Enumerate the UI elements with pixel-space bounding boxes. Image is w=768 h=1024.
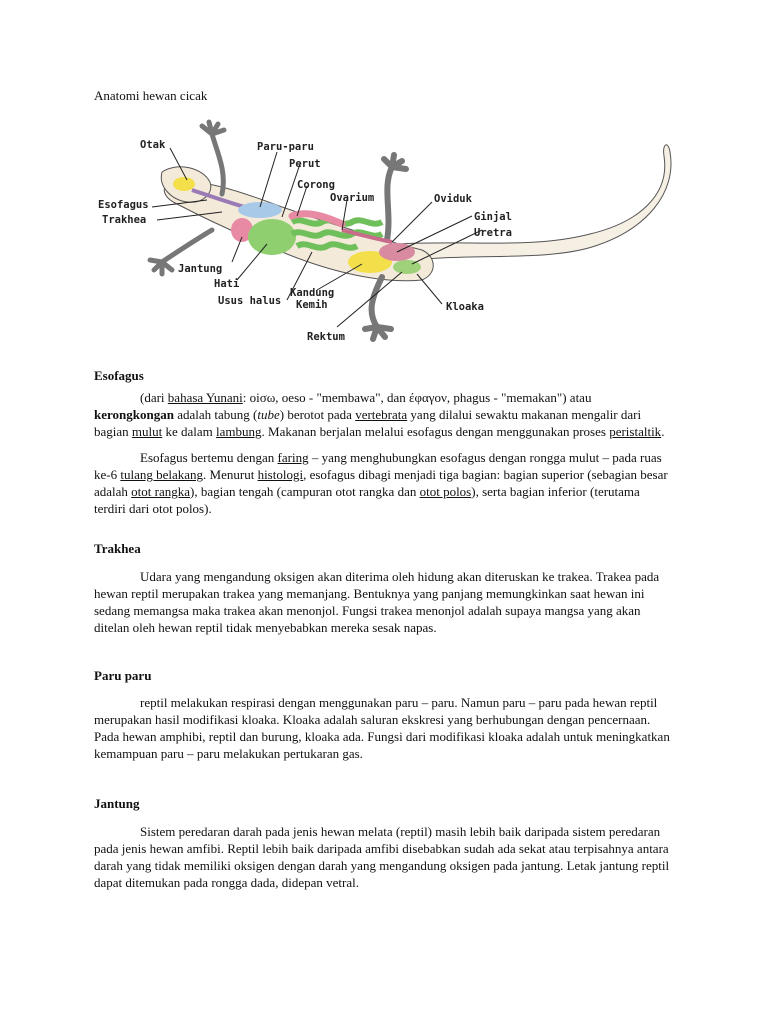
jantung-paragraph-1: Sistem peredaran darah pada jenis hewan melata (reptil) masih lebih baik daripada sistem peredaran pada jenis hewan amfibi. Reptil lebih baik daripada amfibi disebabkan sudah ada sekat atau terpisahnya antara darah yang tidak memiliki oksigen dengan darah yang mengandung oksigen pada jantung. Letak jantung reptil dapat ditemukan pada rongga dada, didepan vetral. (94, 824, 670, 890)
document-title: Anatomi hewan cicak (94, 88, 208, 103)
link-tulang-belakang[interactable]: tulang belakang (120, 467, 204, 482)
heading-esofagus: Esofagus (94, 368, 144, 383)
liver-organ (248, 219, 296, 255)
paru-body (94, 694, 674, 762)
link-mulut[interactable]: mulut (131, 424, 163, 439)
label-corong: Corong (297, 179, 335, 191)
esofagus-paragraph-2: Esofagus bertemu dengan faring – yang menghubungkan esofagus dengan rongga mulut – pada ruas ke-6 tulang belakang. Menurut histologi, esofagus dibagi menjadi tiga bagian: bagian superior (sebagian besar adalah otot rangka), bagian tengah (campuran otot rangka dan otot polos), serta bagian inferior (terutama terdiri dari otot polos). (94, 450, 668, 516)
label-esofagus: Esofagus (98, 199, 149, 211)
paru-paragraph-1: reptil melakukan respirasi dengan menggunakan paru – paru. Namun paru – paru pada hewan reptil merupakan hasil modifikasi kloaka. Kloaka adalah saluran ekskresi yang berhubungan dengan pencernaan. Pada hewan amphibi, reptil dan burung, kloaka ada. Fungsi dari modifikasi kloaka adalah untuk meningkatkan kemampuan paru – paru melakukan pertukaran gas. (94, 695, 670, 761)
label-kloaka: Kloaka (446, 301, 484, 313)
label-jantung: Jantung (178, 263, 223, 275)
gecko-back-leg-right (365, 277, 391, 339)
link-bahasa-yunani[interactable]: bahasa Yunani (167, 390, 243, 405)
label-oviduk: Oviduk (434, 193, 472, 205)
brain-organ (173, 177, 195, 191)
gecko-anatomy-figure (92, 112, 682, 352)
trakhea-body (94, 568, 674, 636)
heading-trakhea: Trakhea (94, 541, 141, 556)
link-lambung[interactable]: lambung (216, 424, 262, 439)
label-otak: Otak (140, 139, 166, 151)
term-kerongkongan: kerongkongan (94, 407, 174, 422)
label-rektum: Rektum (307, 331, 345, 343)
label-hati: Hati (214, 278, 240, 290)
label-kemih: Kemih (296, 299, 328, 311)
esofagus-body (94, 389, 674, 517)
trakhea-paragraph-1: Udara yang mengandung oksigen akan diterima oleh hidung akan diteruskan ke trakea. Trakea pada hewan reptil merupakan trakea yang memanjang. Bentuknya yang panjang memungkinkan saat hewan ini sedang memangsa maka trakea akan menonjol. Fungsi trakea menonjol adalah supaya mangsa yang akan ditelan oleh hewan reptil tidak menyebabkan mereka sesak napas. (94, 569, 660, 635)
link-faring[interactable]: faring (277, 450, 309, 465)
label-uretra: Uretra (474, 227, 512, 239)
label-usus: Usus halus (218, 295, 282, 307)
heading-jantung: Jantung (94, 796, 140, 811)
heading-paru: Paru paru (94, 668, 152, 683)
label-ginjal: Ginjal (474, 211, 512, 223)
label-trakhea: Trakhea (102, 214, 147, 226)
link-vertebrata[interactable]: vertebrata (355, 407, 408, 422)
label-kandung: Kandung (290, 287, 335, 299)
label-perut: Perut (289, 158, 321, 170)
link-otot-rangka[interactable]: otot rangka (131, 484, 191, 499)
esofagus-paragraph-1: (dari bahasa Yunani: οiσω, οeso - "membawa", dan έφαγον, phagus - "memakan") atau kerongkongan adalah tabung (tube) berotot pada vertebrata yang dilalui sewaktu makanan mengalir dari bagian mulut ke dalam lambung. Makanan berjalan melalui esofagus dengan menggunakan proses peristaltik. (94, 390, 665, 439)
link-peristaltik[interactable]: peristaltik (609, 424, 662, 439)
link-histologi[interactable]: histologi (257, 467, 304, 482)
gecko-back-leg-left (384, 155, 406, 240)
link-otot-polos[interactable]: otot polos (419, 484, 472, 499)
label-ovarium: Ovarium (330, 192, 375, 204)
jantung-body (94, 823, 674, 891)
lung-organ (238, 202, 282, 218)
label-paru: Paru-paru (257, 141, 314, 153)
